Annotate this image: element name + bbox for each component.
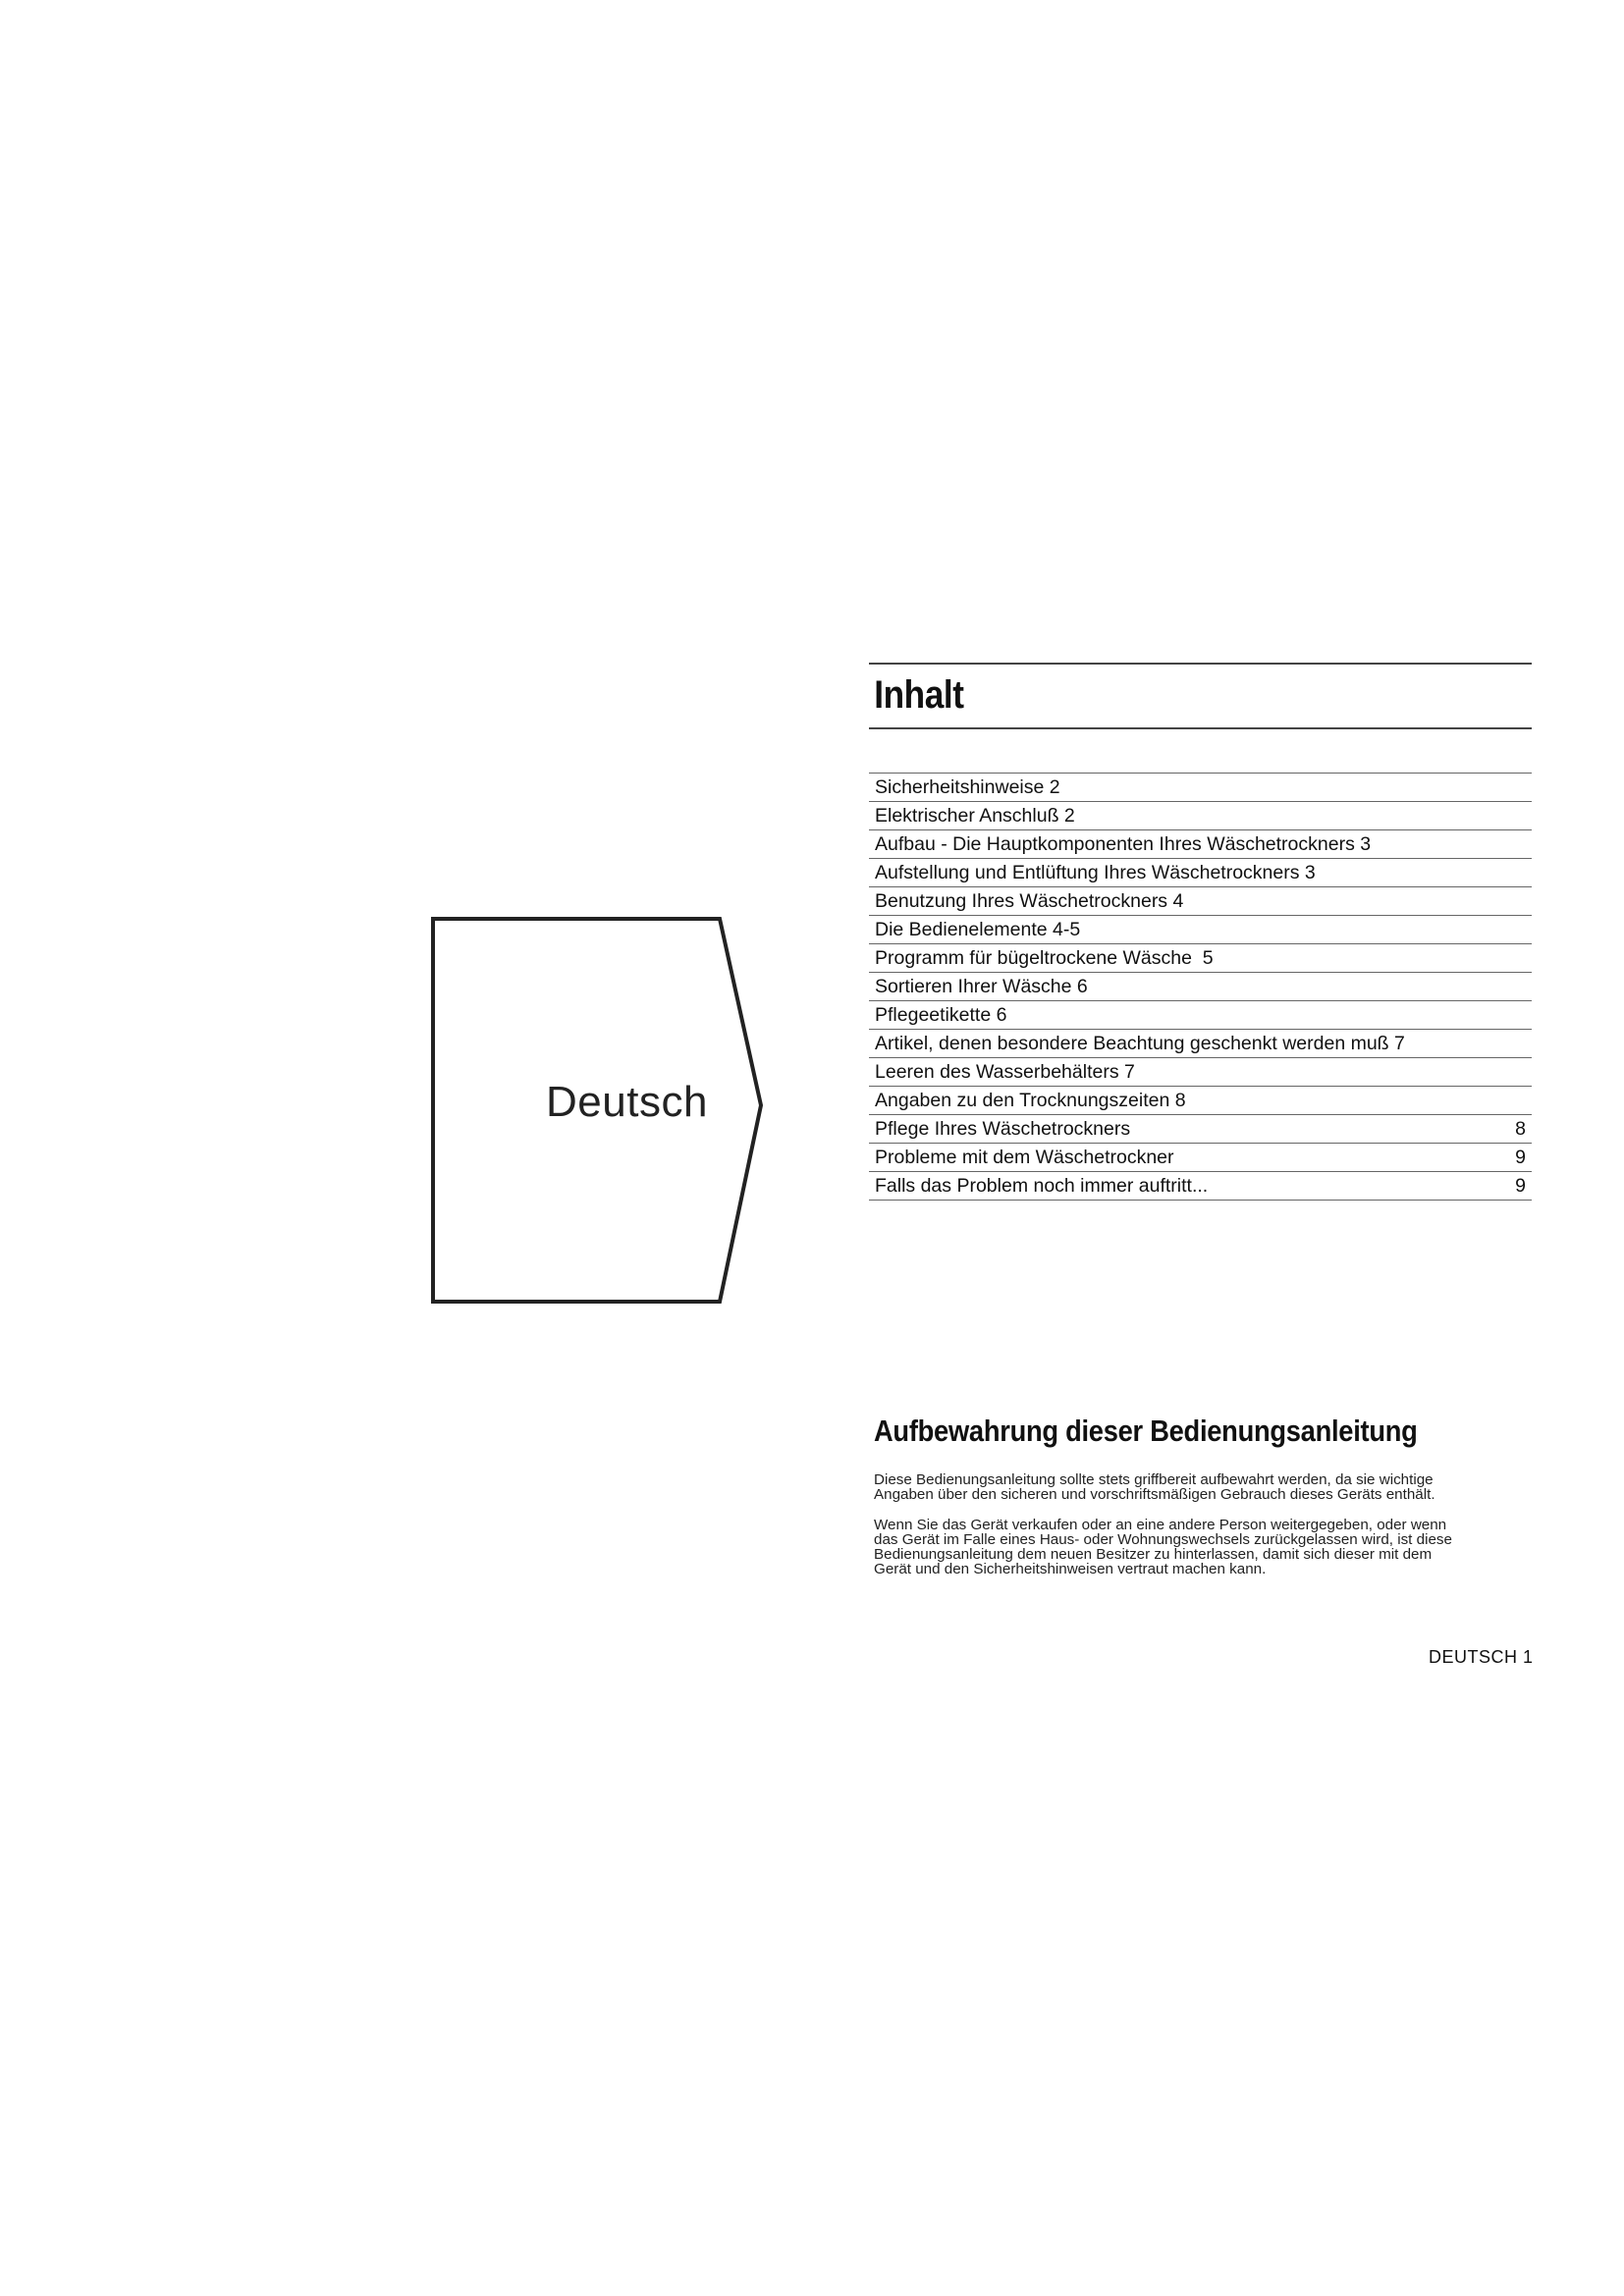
toc-title: Inhalt xyxy=(874,673,964,717)
toc-entry xyxy=(869,1087,1532,1115)
toc-entry-text: Sortieren Ihrer Wäsche 6 xyxy=(875,975,1088,997)
toc-title-rule xyxy=(869,727,1532,729)
toc-entry-page: 8 xyxy=(1515,1117,1526,1140)
toc-entry-text: Angaben zu den Trocknungszeiten 8 xyxy=(875,1089,1186,1111)
language-tab-label: Deutsch xyxy=(546,1078,708,1126)
toc-entry xyxy=(869,1144,1532,1172)
toc-entry xyxy=(869,859,1532,887)
toc-entry-text: Aufstellung und Entlüftung Ihres Wäschetrockners 3 xyxy=(875,861,1316,883)
toc-list xyxy=(869,773,1532,1201)
section-paragraph-1 xyxy=(874,1472,1532,1502)
paragraph-1-line: Angaben über den sicheren und vorschriftsmäßigen Gebrauch dieses Geräts enthält. xyxy=(874,1486,1435,1503)
toc-entry xyxy=(869,1001,1532,1030)
toc-entry-text: Pflegeetikette 6 xyxy=(875,1003,1007,1026)
toc-entry xyxy=(869,973,1532,1001)
toc-entry-page: 9 xyxy=(1515,1146,1526,1168)
toc-entry xyxy=(869,1172,1532,1201)
paragraph-2-line: Gerät und den Sicherheitshinweisen vertraut machen kann. xyxy=(874,1561,1267,1577)
toc-entry-text: Die Bedienelemente 4-5 xyxy=(875,918,1081,940)
section-paragraph-2 xyxy=(874,1518,1532,1576)
paragraph-2-line: das Gerät im Falle eines Haus- oder Wohnungswechsels zurückgelassen wird, ist diese xyxy=(874,1531,1452,1548)
toc-entry xyxy=(869,802,1532,830)
toc-entry-text: Falls das Problem noch immer auftritt... xyxy=(875,1174,1209,1197)
storage-section xyxy=(874,1414,1532,1576)
toc-entry-text: Aufbau - Die Hauptkomponenten Ihres Wäschetrockners 3 xyxy=(875,832,1372,855)
section-heading: Aufbewahrung dieser Bedienungsanleitung xyxy=(874,1414,1418,1448)
toc-entry xyxy=(869,944,1532,973)
toc-entry xyxy=(869,1115,1532,1144)
toc-entry xyxy=(869,774,1532,802)
page-footer: DEUTSCH 1 xyxy=(1429,1647,1534,1667)
toc-entry xyxy=(869,887,1532,916)
toc-entry-text: Leeren des Wasserbehälters 7 xyxy=(875,1060,1135,1083)
toc-entry-text: Sicherheitshinweise 2 xyxy=(875,775,1060,798)
toc-entry-text: Elektrischer Anschluß 2 xyxy=(875,804,1075,827)
paragraph-1-line: Diese Bedienungsanleitung sollte stets griffbereit aufbewahrt werden, da sie wichtige xyxy=(874,1471,1434,1488)
toc-entry-text: Programm für bügeltrockene Wäsche 5 xyxy=(875,946,1214,969)
toc-entry xyxy=(869,1030,1532,1058)
toc-entry-text: Artikel, denen besondere Beachtung geschenkt werden muß 7 xyxy=(875,1032,1405,1054)
paragraph-2-line: Bedienungsanleitung dem neuen Besitzer zu hinterlassen, damit sich dieser mit dem xyxy=(874,1546,1433,1563)
toc-entry xyxy=(869,916,1532,944)
toc-entry-text: Benutzung Ihres Wäschetrockners 4 xyxy=(875,889,1184,912)
toc-entry-page: 9 xyxy=(1515,1174,1526,1197)
toc-entry-text: Probleme mit dem Wäschetrockner xyxy=(875,1146,1174,1168)
toc-entry xyxy=(869,1058,1532,1087)
paragraph-2-line: Wenn Sie das Gerät verkaufen oder an eine andere Person weitergegeben, oder wenn xyxy=(874,1517,1447,1533)
toc-entry xyxy=(869,830,1532,859)
toc-entry-text: Pflege Ihres Wäschetrockners xyxy=(875,1117,1131,1140)
table-of-contents xyxy=(869,663,1532,1201)
